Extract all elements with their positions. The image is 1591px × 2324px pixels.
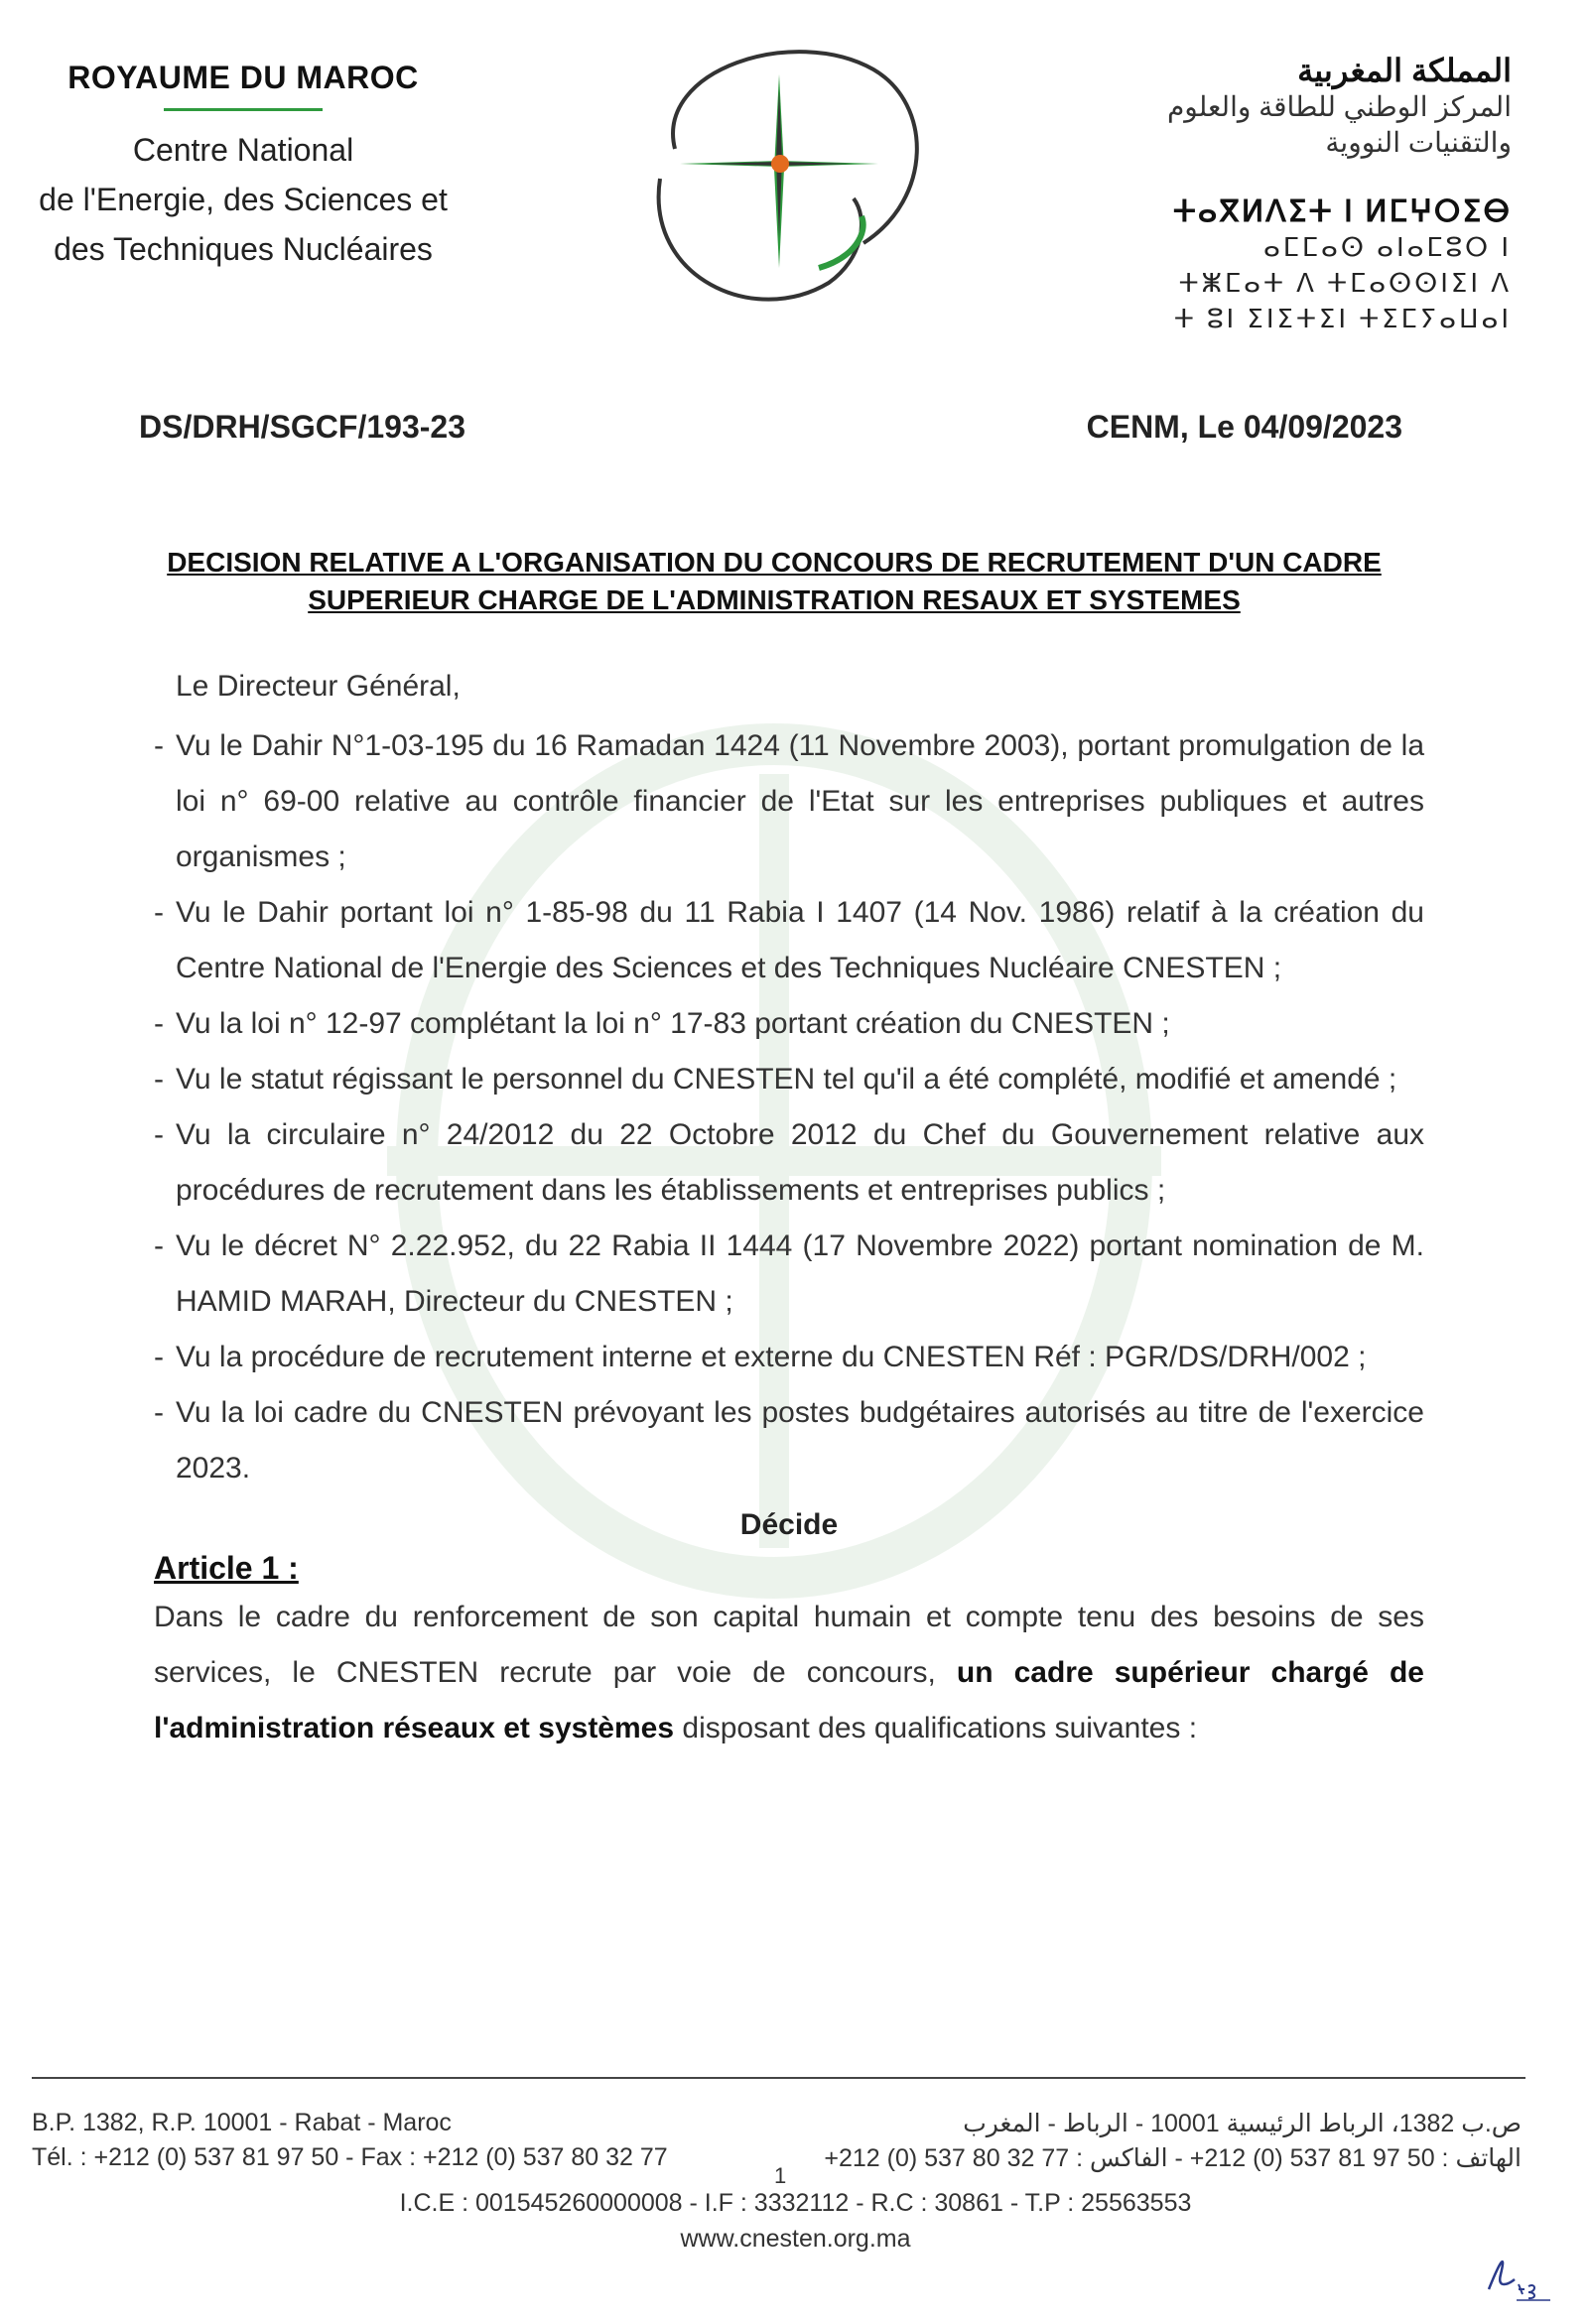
bullet-dash: -: [154, 1229, 164, 1262]
arabic-centre-line-1: المركز الوطني للطاقة والعلوم: [1166, 91, 1512, 122]
tifinagh-line-3: ⵜ ⵓⵏ ⵉⵏⵉⵜⵉⵏ ⵜⵉⵎⵢⴰⵡⴰⵏ: [1173, 304, 1512, 333]
handwritten-initials: [1479, 2245, 1558, 2304]
consideration-item: [154, 996, 1424, 1052]
consideration-item: [154, 718, 1424, 885]
decide-heading: Décide: [739, 1508, 839, 1541]
footer-divider: [32, 2077, 1525, 2079]
footer-address-ar: ص.ب 1382، الرباط الرئيسية 10001 - الرباط - المغرب: [963, 2110, 1522, 2137]
decision-title-line-2: SUPERIEUR CHARGE DE L'ADMINISTRATION RESAUX ET SYSTEMES: [308, 584, 1241, 615]
intro-line: Le Directeur Général,: [176, 670, 461, 703]
bullet-dash: -: [154, 1341, 164, 1373]
article-paragraph: [154, 1590, 1424, 1756]
footer-phone-fr: Tél. : +212 (0) 537 81 97 50 - Fax : +212 (0) 537 80 32 77: [32, 2143, 668, 2171]
bullet-dash: -: [154, 729, 164, 762]
consideration-item: [154, 885, 1424, 996]
footer-website: www.cnesten.org.ma: [680, 2225, 911, 2253]
consideration-text: Vu le Dahir N°1-03-195 du 16 Ramadan 1424 (11 Novembre 2003), portant promulgation de la loi n° 69-00 relative au contrôle financier de l'Etat sur les entreprises publiques et autres organismes ;: [176, 729, 1424, 873]
article-text-bold: un cadre supérieur chargé de l'administration réseaux et systèmes: [154, 1656, 1424, 1744]
document-reference: DS/DRH/SGCF/193-23: [139, 409, 465, 445]
consideration-item: [154, 1219, 1424, 1330]
page-number: 1: [774, 2163, 787, 2188]
decision-title: [139, 544, 1409, 619]
header-right: [1095, 52, 1512, 336]
consideration-text: Vu le Dahir portant loi n° 1-85-98 du 11 Rabia I 1407 (14 Nov. 1986) relatif à la création du Centre National de l'Energie des Sciences et des Techniques Nucléaire CNESTEN ;: [176, 896, 1424, 984]
footer-phone-ar: الهاتف : 50 97 81 537 (0) 212+ - الفاكس : 77 32 80 537 (0) 212+: [824, 2144, 1522, 2172]
article-text-part-1: Dans le cadre du renforcement de son capital humain et compte tenu des besoins de ses services, le CNESTEN recrute par voie de concours,: [154, 1601, 1424, 1689]
consideration-text: Vu la procédure de recrutement interne et externe du CNESTEN Réf : PGR/DS/DRH/002 ;: [176, 1341, 1367, 1373]
green-divider: [164, 108, 323, 111]
footer-company-ids: I.C.E : 001545260000008 - I.F : 3332112 - R.C : 30861 - T.P : 25563553: [399, 2189, 1192, 2217]
decision-body: [154, 667, 1424, 1756]
consideration-text: Vu le décret N° 2.22.952, du 22 Rabia II 1444 (17 Novembre 2022) portant nomination de M. HAMID MARAH, Directeur du CNESTEN ;: [176, 1229, 1424, 1318]
consideration-item: [154, 1052, 1424, 1107]
consideration-text: Vu le statut régissant le personnel du CNESTEN tel qu'il a été complété, modifié et amendé ;: [176, 1063, 1397, 1096]
considerations-list: [154, 718, 1424, 1496]
consideration-item: [154, 1385, 1424, 1496]
bullet-dash: -: [154, 1396, 164, 1429]
place-date: CENM, Le 04/09/2023: [1086, 409, 1402, 445]
tifinagh-kingdom: ⵜⴰⴳⵍⴷⵉⵜ ⵏ ⵍⵎⵖⵔⵉⴱ: [1172, 195, 1512, 228]
bullet-dash: -: [154, 1063, 164, 1096]
arabic-kingdom: المملكة المغربية: [1297, 53, 1512, 88]
bullet-dash: -: [154, 1007, 164, 1040]
bullet-dash: -: [154, 1118, 164, 1151]
cnesten-logo: [615, 30, 943, 327]
centre-name-line-2: de l'Energie, des Sciences et: [39, 182, 448, 217]
kingdom-label: ROYAUME DU MAROC: [67, 60, 419, 95]
centre-name-line-3: des Techniques Nucléaires: [54, 231, 433, 267]
bullet-dash: -: [154, 896, 164, 929]
consideration-text: Vu la loi cadre du CNESTEN prévoyant les postes budgétaires autorisés au titre de l'exercice 2023.: [176, 1396, 1424, 1485]
tifinagh-line-1: ⴰⵎⵎⴰⵙ ⴰⵏⴰⵎⵓⵔ ⵏ: [1262, 232, 1512, 262]
article-heading: Article 1 :: [154, 1550, 299, 1586]
consideration-text: Vu la circulaire n° 24/2012 du 22 Octobre 2012 du Chef du Gouvernement relative aux procédures de recrutement dans les établissements et entreprises publics ;: [176, 1118, 1424, 1207]
arabic-centre-line-2: والتقنيات النووية: [1325, 127, 1512, 158]
article-text-part-2: disposant des qualifications suivantes :: [674, 1712, 1198, 1744]
consideration-text: Vu la loi n° 12-97 complétant la loi n° 17-83 portant création du CNESTEN ;: [176, 1007, 1170, 1040]
header-left: [25, 60, 462, 274]
decision-title-line-1: DECISION RELATIVE A L'ORGANISATION DU CONCOURS DE RECRUTEMENT D'UN CADRE: [167, 547, 1382, 578]
footer-address-fr: B.P. 1382, R.P. 10001 - Rabat - Maroc: [32, 2109, 452, 2136]
tifinagh-line-2: ⵜⵥⵎⴰⵜ ⴷ ⵜⵎⴰⵙⵙⵏⵉⵏ ⴷ: [1178, 268, 1512, 298]
centre-name-line-1: Centre National: [132, 132, 354, 168]
consideration-item: [154, 1107, 1424, 1219]
consideration-item: [154, 1330, 1424, 1385]
